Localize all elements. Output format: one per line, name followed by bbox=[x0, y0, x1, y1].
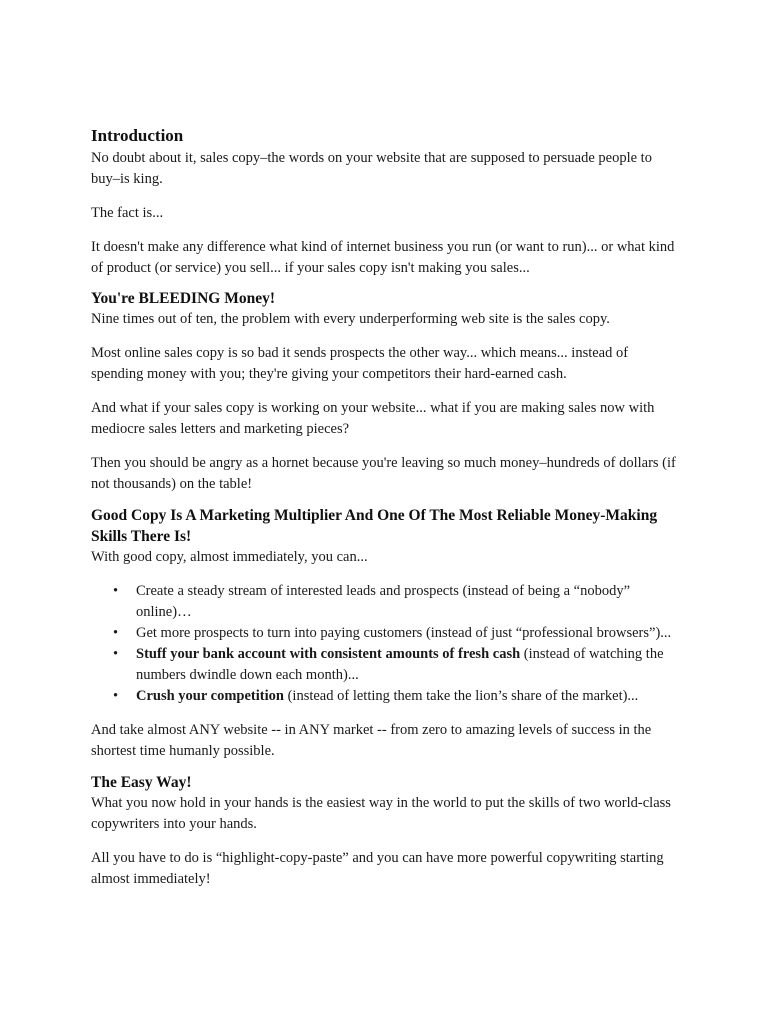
heading-introduction: Introduction bbox=[91, 126, 184, 145]
list-item-text: Create a steady stream of interested leads and prospects (instead of being a “nobody” online)… bbox=[136, 583, 631, 620]
bullet-icon: • bbox=[113, 646, 119, 662]
easy-way-paragraph-2: All you have to do is “highlight-copy-paste” and you can have more powerful copywriting starting almost immediately! bbox=[91, 850, 664, 887]
benefits-list bbox=[91, 581, 681, 707]
list-item bbox=[91, 581, 681, 623]
bleeding-paragraph-4: Then you should be angry as a hornet because you're leaving so much money–hundreds of dollars (if not thousands) on the table! bbox=[91, 455, 676, 492]
intro-paragraph-3: It doesn't make any difference what kind of internet business you run (or want to run)... or what kind of product (or service) you sell... if your sales copy isn't making you sales... bbox=[91, 239, 675, 276]
intro-paragraph-2: The fact is... bbox=[91, 205, 164, 221]
list-item-text: (instead of watching the numbers dwindle down each month)... bbox=[136, 646, 664, 683]
bullet-icon: • bbox=[113, 583, 119, 599]
intro-paragraph-1: No doubt about it, sales copy–the words on your website that are supposed to persuade people to buy–is king. bbox=[91, 150, 652, 187]
bleeding-paragraph-3: And what if your sales copy is working on your website... what if you are making sales now with mediocre sales letters and marketing pieces? bbox=[91, 400, 655, 437]
bleeding-paragraph-1: Nine times out of ten, the problem with every underperforming web site is the sales copy. bbox=[91, 311, 610, 327]
list-item-bold: Stuff your bank account with consistent amounts of fresh cash bbox=[136, 646, 521, 662]
list-item-text: (instead of letting them take the lion’s share of the market)... bbox=[283, 688, 639, 704]
list-item-bold: Crush your competition bbox=[136, 688, 284, 704]
bullet-icon: • bbox=[113, 625, 119, 641]
multiplier-paragraph-1: With good copy, almost immediately, you can... bbox=[91, 549, 368, 565]
bullet-icon: • bbox=[113, 688, 119, 704]
list-item-text: Get more prospects to turn into paying customers (instead of just “professional browsers”)... bbox=[136, 625, 672, 641]
list-item bbox=[91, 623, 681, 644]
list-item bbox=[91, 686, 681, 707]
bleeding-paragraph-2: Most online sales copy is so bad it sends prospects the other way... which means... instead of spending money with you; they're giving your competitors their hard-earned cash. bbox=[91, 345, 629, 382]
heading-marketing-multiplier: Good Copy Is A Marketing Multiplier And One Of The Most Reliable Money-Making Skills There Is! bbox=[91, 507, 658, 545]
document-body bbox=[91, 124, 681, 903]
multiplier-paragraph-2: And take almost ANY website -- in ANY market -- from zero to amazing levels of success in the shortest time humanly possible. bbox=[91, 722, 652, 759]
heading-bleeding-money: You're BLEEDING Money! bbox=[91, 290, 276, 307]
easy-way-paragraph-1: What you now hold in your hands is the easiest way in the world to put the skills of two world-class copywriters into your hands. bbox=[91, 795, 671, 832]
list-item bbox=[91, 644, 681, 686]
heading-easy-way: The Easy Way! bbox=[91, 774, 192, 791]
